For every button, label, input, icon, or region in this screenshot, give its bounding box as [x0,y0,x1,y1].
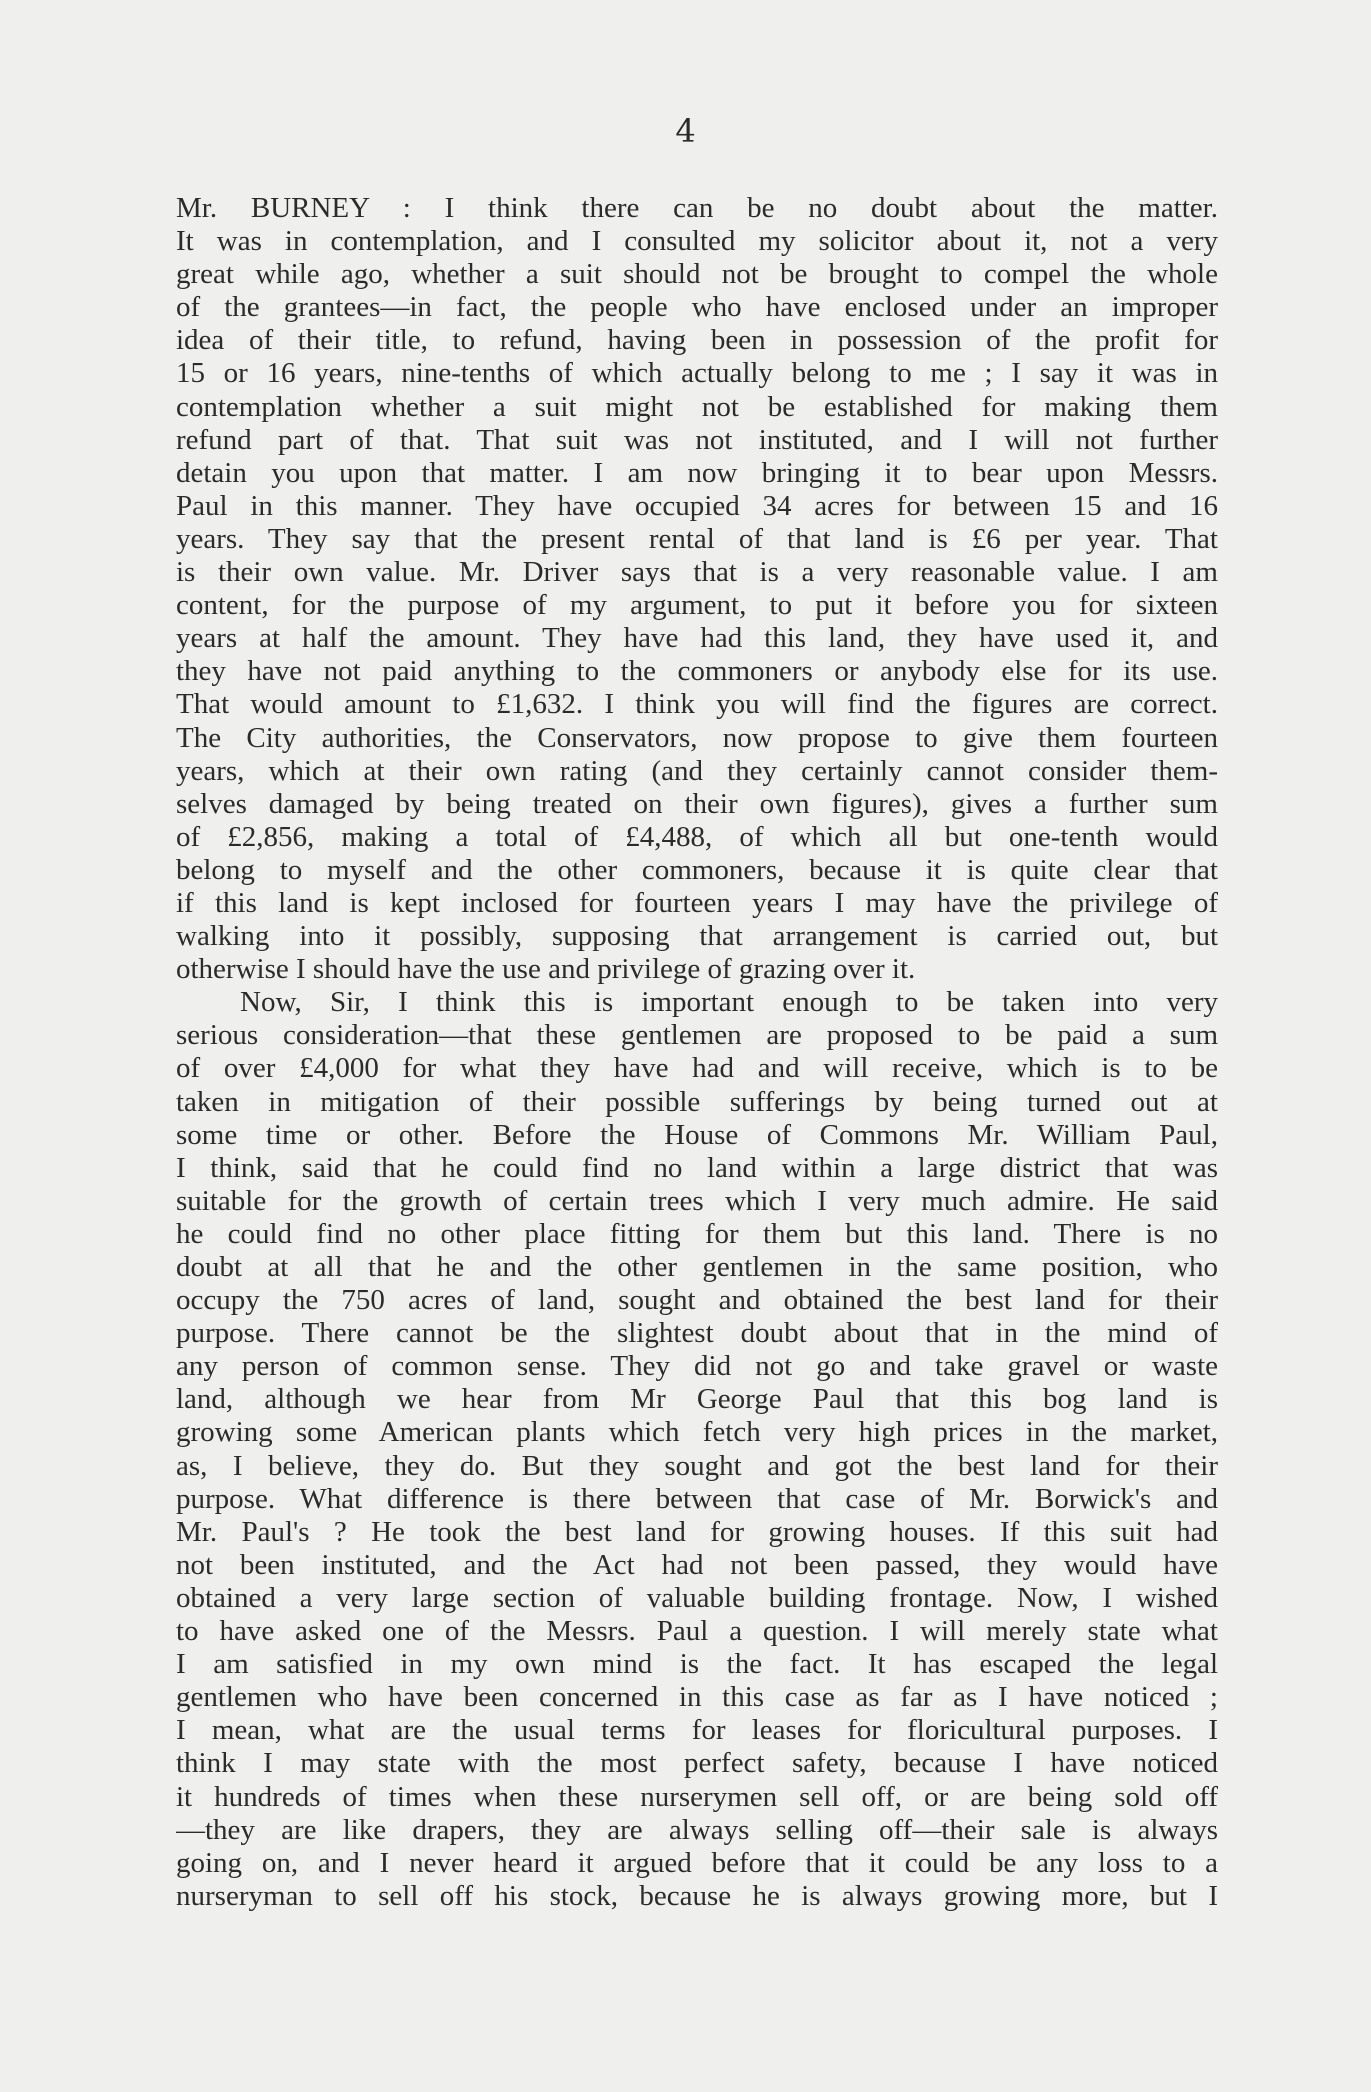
text-line: suitable for the growth of certain trees which I very much admire. He said [176,1184,1218,1217]
text-line: not been instituted, and the Act had not been passed, they would have [176,1548,1218,1581]
text-line: it hundreds of times when these nurserymen sell off, or are being sold off [176,1780,1218,1813]
text-line: doubt at all that he and the other gentlemen in the same position, who [176,1251,1218,1283]
text-line: is their own value. Mr. Driver says that is a very reasonable value. I am [176,556,1218,589]
text-line: think I may state with the most perfect safety, because I have noticed [176,1747,1218,1780]
text-line: occupy the 750 acres of land, sought and obtained the best land for their [176,1284,1218,1317]
text-line: he could find no other place fitting for them but this land. There is no [176,1217,1218,1250]
text-line: taken in mitigation of their possible sufferings by being turned out at [176,1085,1218,1118]
text-line: I think, said that he could find no land within a large district that was [176,1151,1218,1184]
text-line: otherwise I should have the use and privilege of grazing over it. [176,953,916,986]
text-line: selves damaged by being treated on their own figures), gives a further sum [176,787,1218,820]
text-line: The City authorities, the Conservators, now propose to give them fourteen [176,721,1218,754]
text-line: nurseryman to sell off his stock, because he is always growing more, but I [176,1879,1218,1912]
text-line: Now, Sir, I think this is important enough to be taken into very [240,986,1218,1019]
text-line: It was in contemplation, and I consulted my solicitor about it, not a very [176,225,1218,258]
text-line: gentlemen who have been concerned in this case as far as I have noticed ; [176,1681,1218,1714]
text-line: obtained a very large section of valuable building frontage. Now, I wished [176,1581,1218,1614]
text-line: purpose. There cannot be the slightest doubt about that in the mind of [176,1317,1218,1350]
text-line: years, which at their own rating (and they certainly cannot consider them- [176,754,1218,787]
paragraph [176,192,1218,986]
text-line: idea of their title, to refund, having been in possession of the profit for [176,324,1218,357]
text-line: I mean, what are the usual terms for leases for floricultural purposes. I [176,1714,1218,1747]
text-line: of the grantees—in fact, the people who have enclosed under an improper [176,291,1218,324]
text-line: belong to myself and the other commoners, because it is quite clear that [176,853,1218,886]
text-line: great while ago, whether a suit should not be brought to compel the whole [176,258,1218,291]
text-line: That would amount to £1,632. I think you will find the figures are correct. [176,688,1218,721]
text-line: if this land is kept inclosed for fourteen years I may have the privilege of [176,886,1218,919]
text-line: years. They say that the present rental of that land is £6 per year. That [176,522,1218,555]
body-text [176,192,1218,1913]
text-line: walking into it possibly, supposing that arrangement is carried out, but [176,920,1218,953]
paragraph [176,986,1218,1913]
text-line: I am satisfied in my own mind is the fact. It has escaped the legal [176,1648,1218,1681]
text-line: some time or other. Before the House of Commons Mr. William Paul, [176,1118,1218,1151]
text-line: land, although we hear from Mr George Paul that this bog land is [176,1383,1218,1416]
text-line: content, for the purpose of my argument, to put it before you for sixteen [176,589,1218,622]
text-line: any person of common sense. They did not go and take gravel or waste [176,1350,1218,1383]
text-line: Paul in this manner. They have occupied 34 acres for between 15 and 16 [176,489,1218,522]
text-line: refund part of that. That suit was not instituted, and I will not further [176,423,1218,456]
text-line: to have asked one of the Messrs. Paul a question. I will merely state what [176,1615,1218,1648]
text-line: contemplation whether a suit might not be established for making them [176,390,1218,423]
page-number: 4 [675,112,696,150]
text-line: Mr. Paul's ? He took the best land for growing houses. If this suit had [176,1515,1218,1548]
text-line: detain you upon that matter. I am now bringing it to bear upon Messrs. [176,456,1218,489]
text-line: Mr. BURNEY : I think there can be no doubt about the matter. [176,192,1218,224]
text-line: 15 or 16 years, nine-tenths of which actually belong to me ; I say it was in [176,357,1218,390]
text-line: of £2,856, making a total of £4,488, of which all but one-tenth would [176,820,1218,853]
text-line: —they are like drapers, they are always selling off—their sale is always [176,1813,1218,1846]
text-line: years at half the amount. They have had this land, they have used it, and [176,622,1218,655]
text-line: they have not paid anything to the commoners or anybody else for its use. [176,655,1218,688]
text-line: serious consideration—that these gentlemen are proposed to be paid a sum [176,1019,1218,1052]
text-line: as, I believe, they do. But they sought and got the best land for their [176,1449,1218,1482]
text-line: purpose. What difference is there between that case of Mr. Borwick's and [176,1482,1218,1515]
text-line: growing some American plants which fetch very high prices in the market, [176,1416,1218,1449]
text-line: of over £4,000 for what they have had and will receive, which is to be [176,1052,1218,1085]
text-line: going on, and I never heard it argued before that it could be any loss to a [176,1846,1218,1879]
